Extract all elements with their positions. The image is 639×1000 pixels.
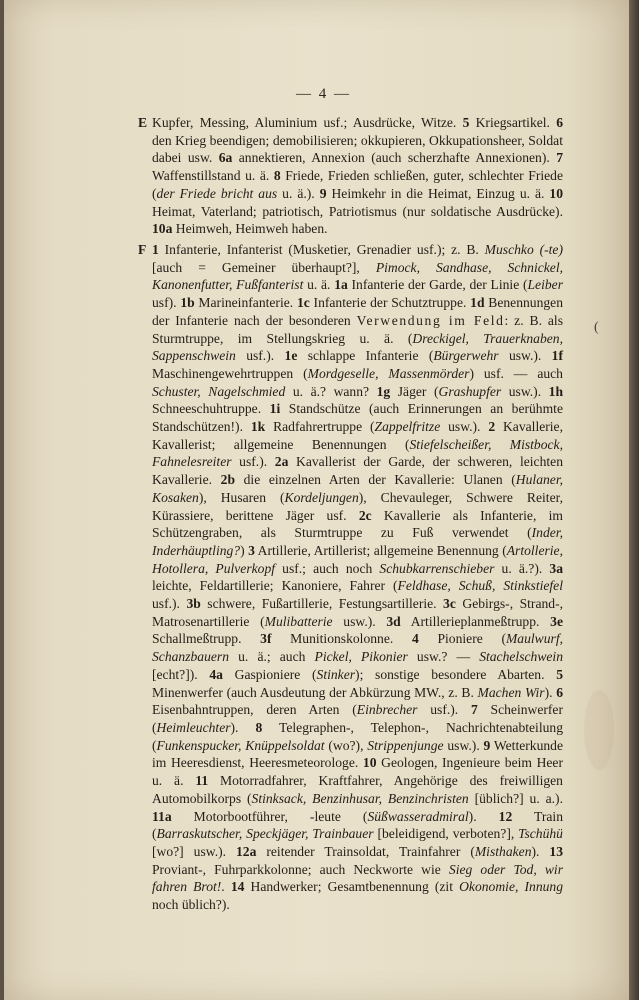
text-run: Stinksack, Benzinhusar, Benzinchristen bbox=[251, 790, 469, 806]
text-run: 1c bbox=[296, 295, 310, 311]
text-run: Eisenbahntruppen, deren Arten ( bbox=[152, 702, 357, 718]
text-run: Einbrecher bbox=[356, 702, 418, 718]
section-letter-f: F bbox=[138, 242, 147, 257]
text-run: 1k bbox=[250, 419, 266, 435]
text-run: 7 bbox=[470, 702, 478, 718]
text-run: usf.). bbox=[235, 348, 285, 364]
text-run: usw.? — bbox=[407, 649, 480, 665]
text-run: 1a bbox=[334, 277, 348, 293]
text-run: Schuster, Nagelschmied bbox=[152, 383, 286, 399]
text-run: Kavallerist der Garde, der schweren, leichten Kavallerie. bbox=[152, 454, 563, 488]
text-run: Strippenjunge bbox=[367, 737, 444, 753]
text-run: [wo?] usw.). bbox=[152, 843, 236, 859]
text-run: ). bbox=[531, 843, 550, 859]
text-run: Mulibatterie bbox=[264, 613, 333, 629]
text-run: Motorradfahrer, Kraftfahrer, Angehörige des freiwilligen Automobilkorps ( bbox=[152, 773, 563, 806]
text-run: 2 bbox=[488, 419, 496, 435]
text-run: 3f bbox=[260, 631, 272, 647]
text-run: Verwendung im Feld bbox=[356, 312, 505, 328]
text-run: (wo?), bbox=[324, 737, 368, 753]
text-run: Motorbootführer, -leute ( bbox=[171, 808, 368, 824]
text-run: Zappelfritze bbox=[374, 419, 441, 435]
text-run: Mordgeselle, Massenmörder bbox=[307, 365, 470, 381]
text-run: u. ä. bbox=[303, 277, 335, 293]
text-run: Pimock, Sandhase, Schnickel, Kanonenfutter, Fußfanterist bbox=[152, 259, 563, 293]
text-run: Misthaken bbox=[474, 843, 532, 859]
text-run: Bürgerwehr bbox=[433, 348, 499, 364]
text-run: Heimweh, Heimweh haben. bbox=[172, 221, 328, 237]
text-run: Infanterie, Infanterist (Musketier, Grenadier usf.); z. B. bbox=[158, 242, 485, 257]
text-run: usf.). bbox=[417, 702, 471, 718]
text-run: Kavallerie als Infanterie, im Schützengraben, als Sturmtruppe zu Fuß verwendet ( bbox=[152, 507, 563, 541]
text-run: 1g bbox=[376, 383, 391, 399]
text-run: schwere, Fußartillerie, Festungsartillerie. bbox=[200, 596, 444, 612]
text-run: 1h bbox=[548, 383, 563, 399]
text-run: Wetterkunde im Heeresdienst, Heeresmeteorologe. bbox=[152, 737, 563, 771]
text-run: 10a bbox=[152, 221, 173, 237]
text-run: Maschinengewehrtruppen ( bbox=[152, 365, 308, 381]
text-run: 9 bbox=[319, 185, 327, 201]
text-run: Kriegsartikel. bbox=[469, 115, 557, 130]
text-run: u. ä.; auch bbox=[229, 649, 315, 665]
text-run: Barraskutscher, Speckjäger, Trainbauer bbox=[156, 826, 374, 842]
text-run: ), Chevauleger, Schwere Reiter, Kürassiere, berittene Jäger usf. bbox=[152, 489, 563, 523]
text-run: Handwerker; Gesamtbenennung (zit bbox=[244, 879, 460, 895]
text-run: 3 bbox=[248, 542, 255, 558]
text-run: u. ä.). bbox=[277, 185, 320, 201]
text-run: 13 bbox=[549, 843, 563, 859]
text-run: 3b bbox=[186, 596, 201, 612]
text-run: Jäger ( bbox=[390, 383, 439, 399]
text-run: 8 bbox=[255, 719, 263, 735]
text-run: Funkenspucker, Knüppelsoldat bbox=[156, 737, 325, 753]
text-run: Grashupfer bbox=[438, 383, 502, 399]
text-run: Feldhase, Schuß, Stinkstiefel bbox=[397, 578, 563, 594]
text-run: usf.; auch noch bbox=[275, 560, 380, 576]
text-run: Proviant-, Fuhrparkkolonne; auch Neckworte wie bbox=[152, 861, 449, 877]
text-run: Gaspioniere ( bbox=[222, 666, 317, 682]
text-run: noch üblich?). bbox=[152, 897, 230, 913]
text-run: ). bbox=[230, 719, 256, 735]
text-run: 8 bbox=[273, 168, 281, 184]
text-run: 12a bbox=[236, 843, 257, 859]
text-run: Heimat, Vaterland; patriotisch, Patriotismus (nur soldatische Ausdrücke). bbox=[152, 203, 563, 219]
text-run: usw.). bbox=[332, 613, 387, 629]
text-run: Heimkehr in die Heimat, Einzug u. ä. bbox=[326, 185, 550, 201]
text-run: Train ( bbox=[152, 808, 563, 842]
text-run: Dreckigel, Trauerknaben, Sappenschwein bbox=[152, 330, 563, 364]
text-run: 1e bbox=[284, 348, 298, 364]
text-run: Hulaner, Kosaken bbox=[152, 472, 563, 505]
text-run: usf.). bbox=[231, 454, 275, 470]
text-run: 11 bbox=[195, 773, 209, 789]
text-run: Schubkarrenschieber bbox=[379, 560, 495, 576]
text-run: Kordeljungen bbox=[284, 489, 359, 505]
text-run: Tschühü bbox=[518, 826, 563, 842]
section-e-text bbox=[152, 115, 563, 236]
text-run: Pickel, Pikonier bbox=[314, 649, 408, 665]
text-run: Friede, Frieden schließen, guter, schlechter Friede ( bbox=[152, 168, 564, 201]
text-run: Infanterie der Garde, der Linie ( bbox=[347, 277, 528, 293]
text-run: 5 bbox=[556, 666, 563, 682]
text-run: 1f bbox=[551, 348, 563, 364]
text-run: 7 bbox=[556, 150, 564, 166]
text-run: annektieren, Annexion (auch scherzhafte Annexionen). bbox=[232, 150, 557, 166]
text-run: usf.). bbox=[152, 596, 187, 612]
text-run: usw.). bbox=[501, 383, 549, 399]
text-run: Muschko (-te) bbox=[484, 242, 563, 257]
text-run: ), Husaren ( bbox=[198, 489, 285, 505]
text-run: Minenwerfer (auch Ausdeutung der Abkürzung MW., z. B. bbox=[152, 684, 478, 700]
text-run: ); sonstige besondere Abarten. bbox=[355, 666, 557, 682]
text-run: Gebirgs-, Strand-, Matrosenartillerie ( bbox=[152, 596, 563, 629]
text-run: Infanterie der Schutztruppe. bbox=[309, 295, 471, 311]
text-run: u. ä.?). bbox=[494, 560, 550, 576]
text-run: leichte, Feldartillerie; Kanoniere, Fahrer ( bbox=[152, 578, 398, 594]
text-run: Waffenstillstand u. ä. bbox=[152, 168, 274, 184]
text-run: Schallmeßtrupp. bbox=[152, 631, 261, 647]
page-edge-shadow bbox=[629, 0, 639, 1000]
text-run: Machen Wir bbox=[477, 684, 545, 700]
text-run: [echt?]). bbox=[152, 666, 210, 682]
text-run: Scheinwerfer ( bbox=[152, 702, 563, 735]
text-run: Munitionskolonne. bbox=[271, 631, 412, 647]
text-run: Leiber bbox=[527, 277, 563, 293]
text-run: Okonomie, Innung bbox=[459, 879, 564, 895]
text-run: Inder, Inderhäuptling? bbox=[152, 525, 563, 558]
text-run: [beleidigend, verboten?], bbox=[373, 826, 519, 842]
text-run: 6 bbox=[556, 115, 563, 130]
text-run: 11a bbox=[152, 808, 172, 824]
text-run: 1d bbox=[470, 295, 485, 311]
text-run: 3d bbox=[386, 613, 401, 629]
text-run: 10 bbox=[549, 185, 564, 201]
text-run: Süßwasseradmiral bbox=[367, 808, 469, 824]
text-run: schlappe Infanterie ( bbox=[297, 348, 434, 364]
text-run: 4 bbox=[411, 631, 419, 647]
text-run: ). bbox=[468, 808, 499, 824]
text-run: reitender Trainsoldat, Trainfahrer ( bbox=[256, 843, 475, 859]
text-run: 1b bbox=[180, 295, 195, 311]
text-run: Schneeschuhtruppe. bbox=[152, 401, 270, 417]
text-run: 3c bbox=[443, 596, 456, 612]
text-run: ) bbox=[240, 542, 249, 558]
text-run: Radfahrertruppe ( bbox=[265, 419, 375, 435]
text-run: Benennungen der Infanterie nach der besonderen bbox=[152, 295, 564, 328]
text-run: Stinker bbox=[316, 666, 356, 682]
text-run: 1i bbox=[269, 401, 281, 417]
text-run: Artillerieplanmeßtrupp. bbox=[400, 613, 551, 629]
text-run: Standschütze (auch Erinnerungen an berühmte Standschützen!). bbox=[152, 401, 563, 435]
text-run: 3a bbox=[549, 560, 563, 576]
text-run: 4a bbox=[209, 666, 223, 682]
text-run: 1 bbox=[152, 242, 159, 257]
text-run: Kavallerie, Kavallerist; allgemeine Benennungen ( bbox=[152, 419, 563, 452]
page-number: — 4 — bbox=[296, 86, 351, 102]
text-run: Artillerie, Artillerist; allgemeine Benennung ( bbox=[254, 542, 507, 558]
text-run: ). bbox=[544, 684, 557, 700]
text-run: . bbox=[221, 879, 231, 895]
text-run: der Friede bricht aus bbox=[156, 185, 278, 201]
text-run: den Krieg beendigen; demobilisieren; okkupieren, Okkupationsheer, Soldat dabei usw. bbox=[152, 132, 563, 166]
text-run: [üblich?] u. a.). bbox=[468, 790, 563, 806]
text-run: 9 bbox=[483, 737, 491, 753]
margin-pencil-mark: ( bbox=[594, 320, 599, 335]
text-run: 3e bbox=[550, 613, 563, 629]
text-run: 2a bbox=[274, 454, 289, 470]
text-run: 5 bbox=[462, 115, 470, 130]
text-run: 10 bbox=[362, 755, 377, 771]
text-run: Sieg oder Tod, wir fahren Brot! bbox=[152, 861, 563, 895]
text-run: Marineinfanterie. bbox=[194, 295, 297, 311]
text-run: Geologen, Ingenieure beim Heer u. ä. bbox=[152, 755, 563, 789]
text-run: 2c bbox=[358, 507, 372, 523]
text-run: Telegraphen-, Telephon-, Nachrichtenabteilung ( bbox=[152, 719, 563, 753]
text-run: usw.). bbox=[443, 737, 484, 753]
text-run: u. ä.? wann? bbox=[285, 383, 377, 399]
section-f-text bbox=[152, 242, 563, 912]
text-run: usw.). bbox=[498, 348, 552, 364]
text-run: 12 bbox=[498, 808, 513, 824]
section-e bbox=[138, 114, 564, 238]
text-run: Artollerie, Hotollera, Pulverkopf bbox=[152, 542, 563, 576]
paper-stain bbox=[584, 690, 614, 770]
book-page bbox=[4, 0, 629, 1000]
text-run: 6 bbox=[556, 684, 563, 700]
text-run: : z. B. als Sturmtruppe, im Stellungskrieg u. ä. ( bbox=[152, 312, 563, 346]
section-letter-e: E bbox=[138, 115, 148, 130]
text-run: usf). bbox=[152, 295, 181, 311]
text-run: 6a bbox=[218, 150, 233, 166]
text-run: Kupfer, Messing, Aluminium usf.; Ausdrücke, Witze. bbox=[152, 115, 463, 130]
text-run: [auch = Gemeiner überhaupt?], bbox=[152, 259, 376, 275]
text-run: usw.). bbox=[440, 419, 489, 435]
text-run: 14 bbox=[230, 879, 245, 895]
text-run: Maulwurf, Schanzbauern bbox=[152, 631, 563, 665]
text-run: Stachelschwein bbox=[479, 649, 563, 665]
text-run: 2b bbox=[220, 472, 235, 488]
text-run: die einzelnen Arten der Kavallerie: Ulanen ( bbox=[235, 472, 516, 488]
text-run: Pioniere ( bbox=[418, 631, 506, 647]
text-run: Heimleuchter bbox=[156, 719, 231, 735]
text-run: Stiefelscheißer, Mistbock, Fahnelesreiter bbox=[152, 436, 563, 470]
text-run: ) usf. — auch bbox=[469, 365, 563, 381]
section-f bbox=[138, 241, 564, 914]
